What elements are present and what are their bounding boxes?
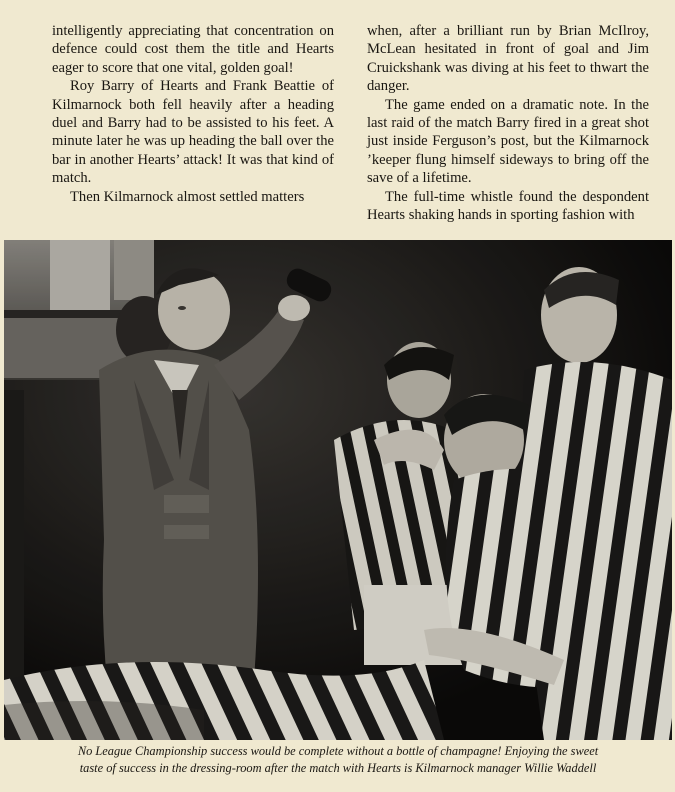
- paragraph: when, after a brilliant run by Brian McIlroy, McLean hesitated in front of goal and Jim Cruickshank was diving at his feet to thwart the danger.: [367, 23, 649, 95]
- paragraph: Then Kilmarnock almost settled matters: [70, 188, 305, 205]
- photo-caption: [22, 743, 654, 777]
- photo-illustration: [4, 240, 672, 740]
- paragraph: Roy Barry of Hearts and Frank Beattie of Kilmarnock both fell heavily after a heading duel and Barry had to be assisted to his feet. A minute later he was up heading the ball over the bar in another Hearts’ attack! It was that kind of match.: [52, 78, 334, 187]
- article-column-left: [52, 22, 334, 206]
- caption-line: taste of success in the dressing-room after the match with Hearts is Kilmarnock manager Willie Waddell: [79, 761, 597, 775]
- paragraph: The full-time whistle found the despondent Hearts shaking hands in sporting fashion with: [367, 188, 649, 224]
- paragraph: The game ended on a dramatic note. In the last raid of the match Barry fired in a great shot just inside Ferguson’s post, but the Kilmarnock ’keeper flung himself sideways to bring off the save of a lifetime.: [367, 96, 649, 187]
- paragraph: intelligently appreciating that concentration on defence could cost them the title and Hearts eager to score that one vital, golden goal!: [52, 23, 334, 76]
- dressing-room-photo: [4, 240, 672, 740]
- caption-line: No League Championship success would be complete without a bottle of champagne! Enjoying the sweet: [77, 744, 599, 758]
- article-text: [0, 0, 675, 238]
- article-column-right: [367, 22, 649, 224]
